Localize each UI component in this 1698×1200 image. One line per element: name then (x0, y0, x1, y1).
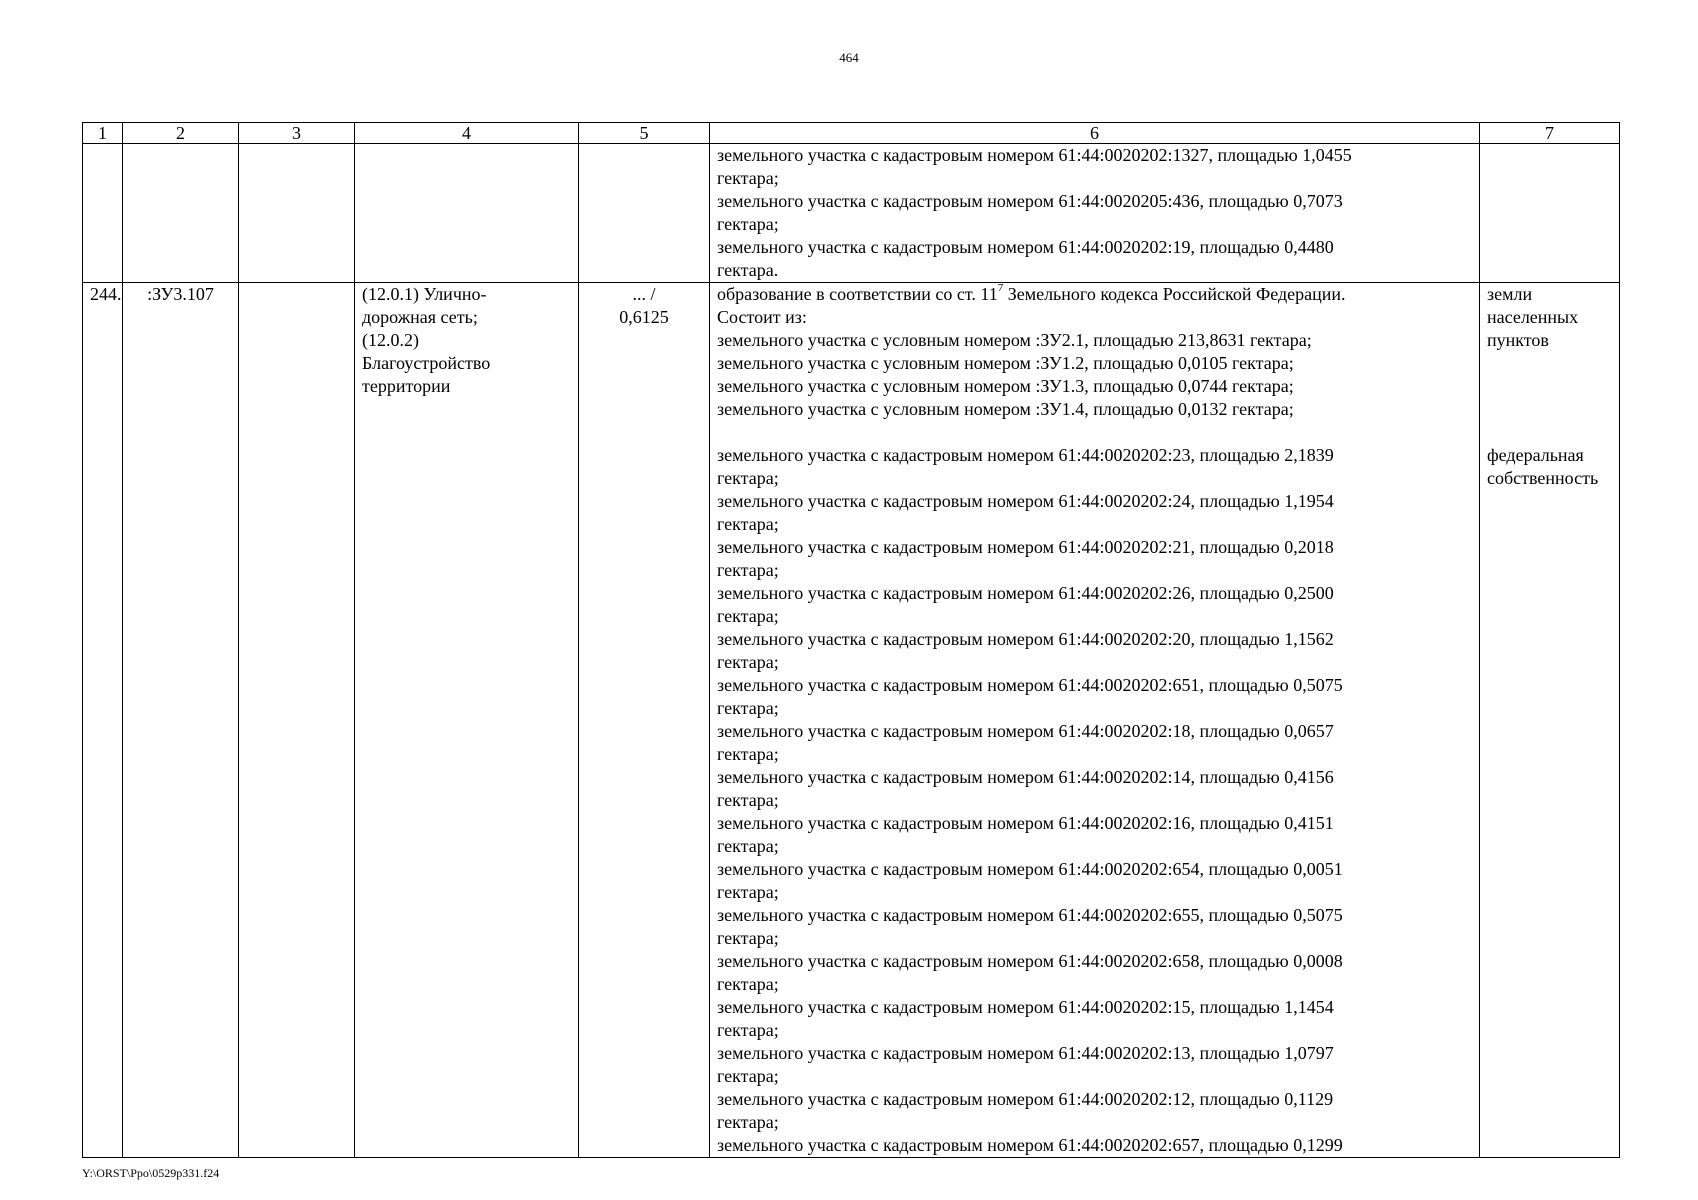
composition-cell (710, 283, 1480, 1158)
composition-line: гектара; (717, 468, 779, 488)
composition-line: гектара; (717, 606, 779, 626)
ownership-form (1487, 444, 1612, 490)
composition-line: гектара; (717, 1020, 779, 1040)
header-col-7: 7 (1480, 123, 1620, 144)
table-header-row (83, 123, 1620, 144)
cell-empty (239, 144, 355, 283)
composition-line: гектара; (717, 790, 779, 810)
page-number: 464 (839, 50, 859, 65)
composition-line: гектара; (717, 698, 779, 718)
usage-type-line: (12.0.1) Улично- (362, 284, 487, 304)
usage-type-line: Благоустройство (362, 353, 491, 373)
composition-line: земельного участка с кадастровым номером 61:44:0020202:23, площадью 2,1839 (717, 445, 1334, 465)
plot-code: :ЗУ3.107 (123, 283, 239, 1158)
conditional-plots-list (717, 306, 1472, 421)
composition-line: земельного участка с кадастровым номером 61:44:0020202:19, площадью 0,4480 (717, 237, 1334, 257)
category-gap (1487, 352, 1612, 444)
composition-line: гектара; (717, 1112, 779, 1132)
usage-type-line: (12.0.2) (362, 330, 419, 350)
composition-line: земельного участка с кадастровым номером 61:44:0020202:15, площадью 1,1454 (717, 997, 1334, 1017)
composition-line: гектара; (717, 974, 779, 994)
composition-line: земельного участка с кадастровым номером 61:44:0020202:20, площадью 1,1562 (717, 629, 1334, 649)
table-row-continuation (83, 144, 1620, 283)
composition-line: земельного участка с условным номером :ЗУ2.1, площадью 213,8631 гектара; (717, 330, 1312, 350)
land-plots-table (82, 122, 1620, 1158)
composition-line: земельного участка с кадастровым номером 61:44:0020202:24, площадью 1,1954 (717, 491, 1334, 511)
header-col-6: 6 (710, 123, 1480, 144)
land-category (1487, 283, 1612, 352)
article-superscript: 7 (997, 282, 1004, 294)
composition-cell (710, 144, 1480, 283)
intro-text-end: Земельного кодекса Российской Федерации. (1003, 284, 1346, 304)
table-row (83, 283, 1620, 1158)
composition-line: гектара; (717, 560, 779, 580)
cell-empty (123, 144, 239, 283)
area-line: ... / (632, 284, 656, 304)
composition-line: земельного участка с кадастровым номером 61:44:0020202:655, площадью 0,5075 (717, 905, 1343, 925)
composition-line: Состоит из: (717, 307, 807, 327)
area-line: 0,6125 (619, 307, 669, 327)
composition-line: земельного участка с кадастровым номером 61:44:0020205:436, площадью 0,7073 (717, 191, 1343, 211)
composition-line: земельного участка с кадастровым номером 61:44:0020202:21, площадью 0,2018 (717, 537, 1334, 557)
category-line: пунктов (1487, 330, 1549, 350)
ownership-line: собственность (1487, 468, 1599, 488)
composition-line: земельного участка с кадастровым номером 61:44:0020202:14, площадью 0,4156 (717, 767, 1334, 787)
ownership-line: федеральная (1487, 445, 1584, 465)
composition-intro (717, 283, 1472, 306)
header-col-1: 1 (83, 123, 123, 144)
composition-line: земельного участка с условным номером :ЗУ1.3, площадью 0,0744 гектара; (717, 376, 1294, 396)
composition-line: гектара; (717, 882, 779, 902)
composition-line: гектара; (717, 514, 779, 534)
cell-empty (355, 144, 579, 283)
cell-empty (1480, 144, 1620, 283)
land-category-cell (1480, 283, 1620, 1158)
composition-line: гектара; (717, 1066, 779, 1086)
category-line: населенных (1487, 307, 1579, 327)
header-col-2: 2 (123, 123, 239, 144)
list-gap (717, 421, 1472, 444)
composition-line: гектара; (717, 928, 779, 948)
header-col-4: 4 (355, 123, 579, 144)
usage-type-line: дорожная сеть; (362, 307, 478, 327)
composition-line: земельного участка с кадастровым номером 61:44:0020202:12, площадью 0,1129 (717, 1089, 1334, 1109)
composition-line: земельного участка с кадастровым номером 61:44:0020202:18, площадью 0,0657 (717, 721, 1334, 741)
intro-text: образование в соответствии со ст. 11 (717, 284, 998, 304)
row-number: 244. (83, 283, 123, 1158)
composition-line: земельного участка с кадастровым номером 61:44:0020202:654, площадью 0,0051 (717, 859, 1343, 879)
composition-line: гектара; (717, 168, 779, 188)
composition-line: земельного участка с кадастровым номером 61:44:0020202:26, площадью 0,2500 (717, 583, 1334, 603)
cell-empty (579, 144, 710, 283)
composition-line: гектара; (717, 214, 779, 234)
composition-line: земельного участка с кадастровым номером 61:44:0020202:13, площадью 1,0797 (717, 1043, 1334, 1063)
composition-line: земельного участка с условным номером :ЗУ1.4, площадью 0,0132 гектара; (717, 399, 1294, 419)
header-col-3: 3 (239, 123, 355, 144)
composition-line: земельного участка с кадастровым номером 61:44:0020202:1327, площадью 1,0455 (717, 145, 1352, 165)
composition-line: земельного участка с кадастровым номером 61:44:0020202:16, площадью 0,4151 (717, 813, 1334, 833)
area-cell (579, 283, 710, 1158)
composition-line: гектара. (717, 260, 779, 280)
composition-line: гектара; (717, 744, 779, 764)
composition-line: земельного участка с кадастровым номером 61:44:0020202:651, площадью 0,5075 (717, 675, 1343, 695)
cell-col3 (239, 283, 355, 1158)
category-line: земли (1487, 284, 1533, 304)
usage-type-line: территории (362, 376, 451, 396)
composition-line: земельного участка с кадастровым номером 61:44:0020202:658, площадью 0,0008 (717, 951, 1343, 971)
composition-line: гектара; (717, 836, 779, 856)
header-col-5: 5 (579, 123, 710, 144)
cadastral-plots-list (717, 444, 1472, 1157)
composition-line: гектара; (717, 652, 779, 672)
usage-type-cell (355, 283, 579, 1158)
composition-line: земельного участка с кадастровым номером 61:44:0020202:657, площадью 0,1299 (717, 1135, 1343, 1155)
cell-empty (83, 144, 123, 283)
footer-file-path: Y:\ORST\Ppo\0529p331.f24 (82, 1166, 220, 1180)
composition-line: земельного участка с условным номером :ЗУ1.2, площадью 0,0105 гектара; (717, 353, 1294, 373)
